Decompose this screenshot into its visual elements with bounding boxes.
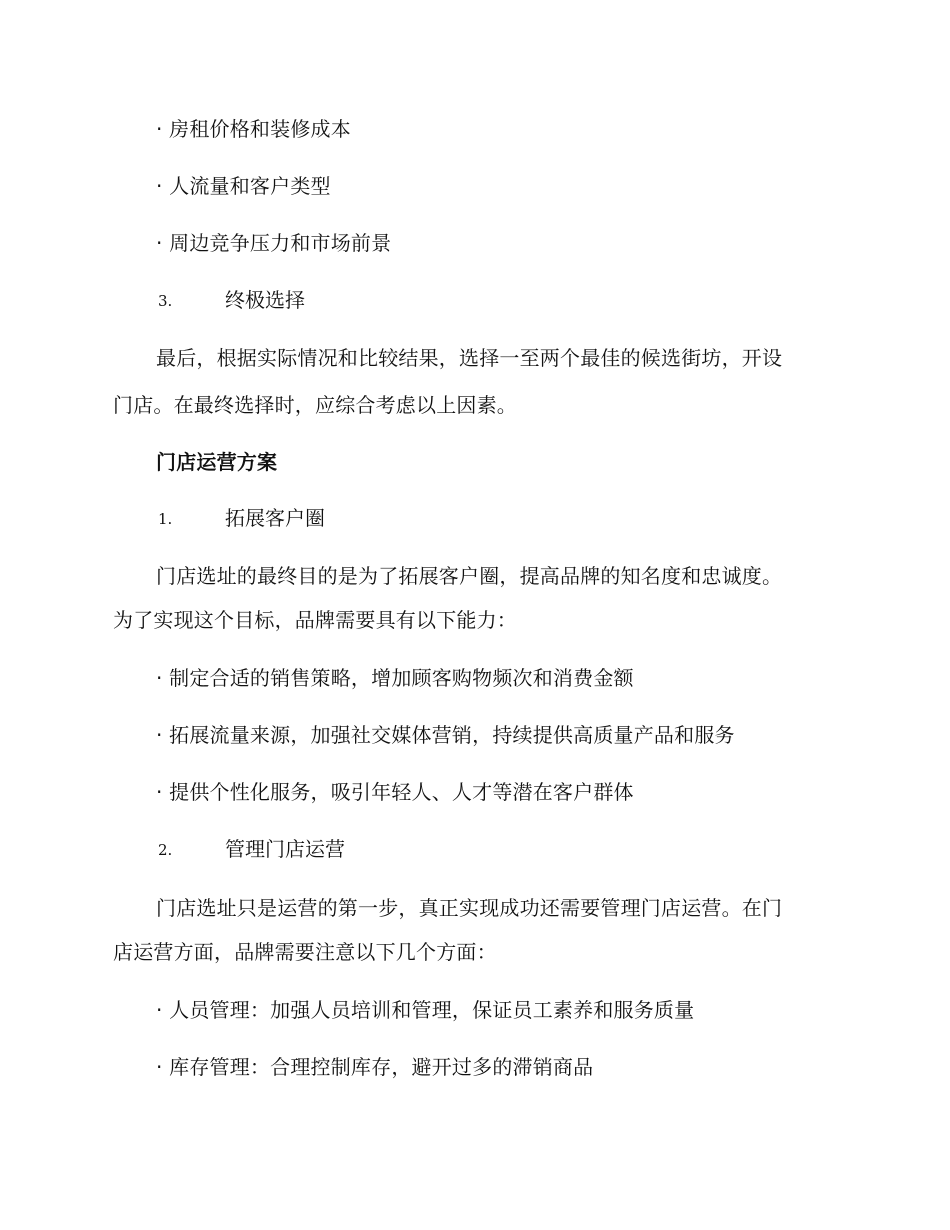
bullet-inventory-management: · 库存管理：合理控制库存，避开过多的滞销商品 <box>156 1055 594 1079</box>
paragraph-item1-line1: 门店选址的最终目的是为了拓展客户圈，提高品牌的知名度和忠诚度。 <box>156 564 783 588</box>
item-number: 1. <box>158 510 173 528</box>
paragraph-final-line1: 最后，根据实际情况和比较结果，选择一至两个最佳的候选街坊，开设 <box>156 346 783 370</box>
section-heading: 门店运营方案 <box>156 450 278 474</box>
paragraph-item1-line2: 为了实现这个目标，品牌需要具有以下能力： <box>113 608 517 632</box>
item-number: 2. <box>158 841 173 859</box>
bullet-traffic-sources: · 拓展流量来源，加强社交媒体营销，持续提供高质量产品和服务 <box>156 723 735 747</box>
bullet-sales-strategy: · 制定合适的销售策略，增加顾客购物频次和消费金额 <box>156 666 634 690</box>
paragraph-final-line2: 门店。在最终选择时，应综合考虑以上因素。 <box>113 393 517 417</box>
bullet-personalized-service: · 提供个性化服务，吸引年轻人、人才等潜在客户群体 <box>156 780 634 804</box>
bullet-foot-traffic: · 人流量和客户类型 <box>156 174 331 198</box>
paragraph-item2-line2: 店运营方面，品牌需要注意以下几个方面： <box>113 940 497 964</box>
paragraph-item2-line1: 门店选址只是运营的第一步，真正实现成功还需要管理门店运营。在门 <box>156 896 783 920</box>
bullet-rent-cost: · 房租价格和装修成本 <box>156 117 351 141</box>
item-title: 拓展客户圈 <box>225 506 325 530</box>
item-number: 3. <box>158 292 173 310</box>
bullet-staff-management: · 人员管理：加强人员培训和管理，保证员工素养和服务质量 <box>156 998 695 1022</box>
bullet-competition: · 周边竞争压力和市场前景 <box>156 231 392 255</box>
item-title: 管理门店运营 <box>225 837 345 861</box>
item-title: 终极选择 <box>225 288 305 312</box>
